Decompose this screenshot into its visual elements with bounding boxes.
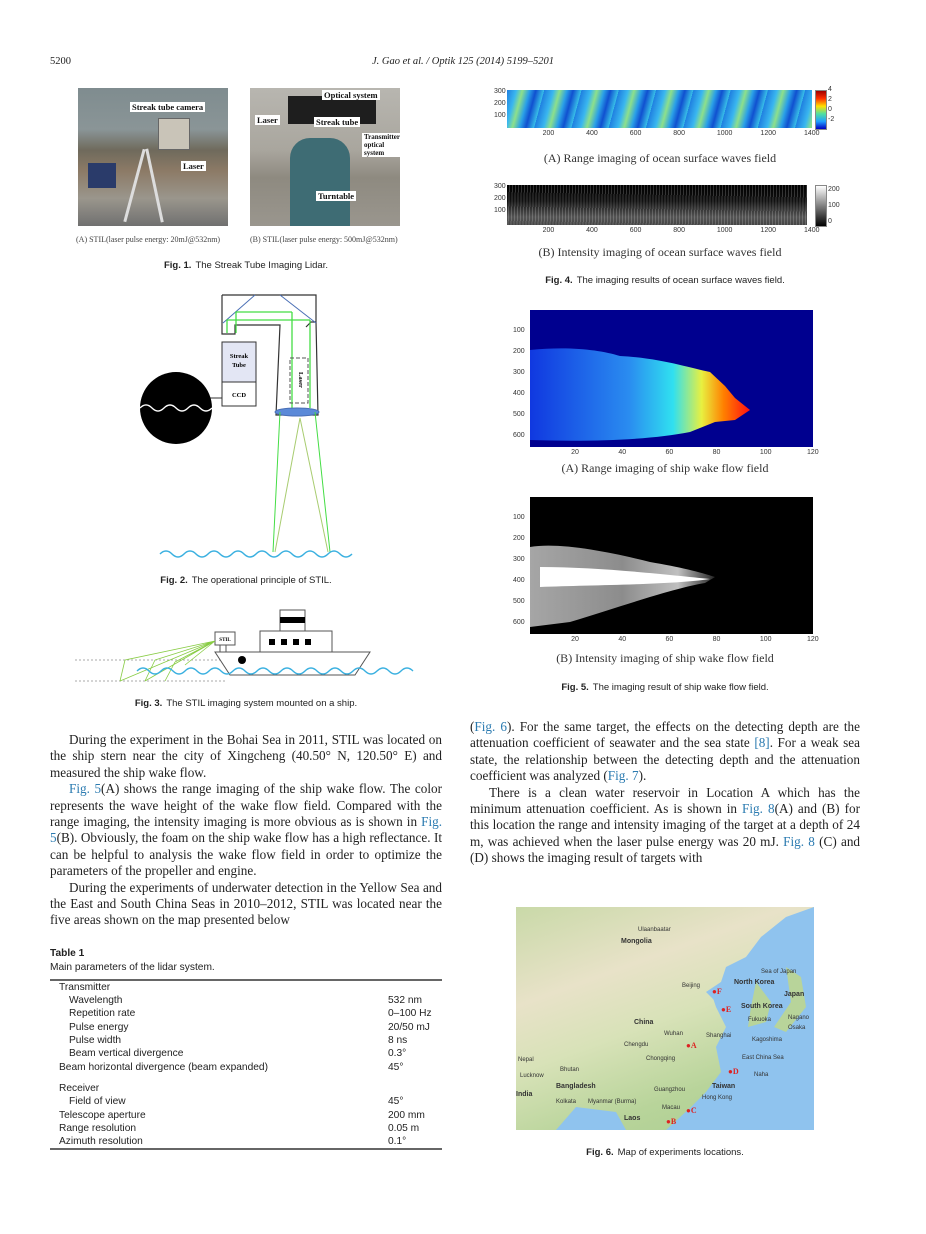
tick-label: 300 <box>494 88 506 95</box>
map-place-label: India <box>516 1091 533 1098</box>
tick-label: 200 <box>542 227 555 234</box>
callout: Laser <box>183 161 204 171</box>
streak-tube-label-2: Tube <box>232 362 246 369</box>
callout: Streak tube camera <box>132 102 204 112</box>
tick-label: 100 <box>494 207 506 214</box>
fig6-link[interactable]: Fig. 6 <box>474 719 507 734</box>
table-row <box>50 1109 442 1122</box>
tick-label: 200 <box>494 195 506 202</box>
fig-label: Fig. 5. <box>561 682 589 693</box>
tick-label: 80 <box>712 636 721 643</box>
fig1-photo-a <box>78 88 228 226</box>
tick-label: 0 <box>828 106 832 113</box>
tick-label: 800 <box>673 227 685 234</box>
laser-label: Laser <box>297 372 304 388</box>
location-marker <box>686 1106 697 1116</box>
ccd-label: CCD <box>231 392 247 399</box>
map-place-label: Sea of Japan <box>761 969 797 975</box>
location-marker <box>712 987 722 997</box>
tick-label: 20 <box>571 636 579 643</box>
fig4-b-label: (B) Intensity imaging of ocean surface waves field <box>538 245 782 259</box>
fig2-caption <box>50 575 442 586</box>
table-row <box>50 1135 442 1149</box>
fig6-map <box>516 907 814 1130</box>
tick-label: 200 <box>513 535 525 542</box>
value-cell: 8 ns <box>388 1035 408 1047</box>
param-cell: Telescope aperture <box>59 1109 146 1121</box>
param-cell: Pulse energy <box>69 1021 129 1033</box>
tick-label: 100 <box>513 514 525 521</box>
tick-label: 400 <box>586 227 598 234</box>
value-cell: 200 mm <box>388 1109 425 1121</box>
tick-label: 800 <box>673 130 685 137</box>
table-caption: Main parameters of the lidar system. <box>50 961 215 973</box>
marker-dot-icon: ● <box>666 1117 671 1126</box>
text: (C) and (D) shows the imaging result of targets with <box>470 833 861 866</box>
caption-text: The STIL imaging system mounted on a ship. <box>166 698 358 709</box>
stil-label: STIL <box>219 638 231 643</box>
fig1-caption <box>50 260 442 271</box>
fig1-sublabel-a: (A) STIL(laser pulse energy: 20mJ@532nm) <box>76 235 221 244</box>
tick-label: 100 <box>759 449 772 456</box>
marker-letter: C <box>690 1106 697 1115</box>
tick-label: 1000 <box>716 130 733 137</box>
laptop-shape <box>88 163 116 188</box>
text: ( <box>470 719 475 734</box>
tick-label: 300 <box>513 369 525 376</box>
left-column-text <box>50 732 442 1150</box>
map-place-label: China <box>634 1019 654 1026</box>
map-place-label: Naha <box>754 1072 769 1078</box>
paragraph: During the experiments of underwater detection in the Yellow Sea and the East and South China Seas in 2010–2012, STIL was located near the five areas shown on the map presented below <box>50 879 442 928</box>
fig5-link[interactable]: Fig. 5 <box>69 781 102 797</box>
callout: Streak tube <box>316 117 359 127</box>
location-marker <box>686 1041 697 1051</box>
tick-label: 600 <box>629 130 642 137</box>
marker-dot-icon: ● <box>686 1106 691 1115</box>
table1-block <box>50 947 442 1151</box>
tick-label: 600 <box>513 432 525 439</box>
map-place-label: Wuhan <box>664 1031 683 1037</box>
turntable-shape <box>290 138 350 226</box>
fig4-intensity-image <box>507 185 807 225</box>
marker-letter: D <box>732 1067 739 1076</box>
tick-label: 120 <box>807 636 819 643</box>
tick-label: 400 <box>586 130 598 137</box>
fig-label: Fig. 3. <box>134 698 163 709</box>
map-place-label: Nepal <box>518 1057 534 1063</box>
fig5-range-image <box>530 310 813 447</box>
tick-label: 1400 <box>804 227 820 234</box>
tick-label: 500 <box>513 411 525 418</box>
fig5-b-label: (B) Intensity imaging of ship wake flow field <box>556 651 774 665</box>
tick-label: 4 <box>828 86 832 93</box>
callout: Optical system <box>324 90 378 100</box>
tick-label: 2 <box>828 96 832 103</box>
fig6-caption <box>470 1147 860 1158</box>
param-cell: Receiver <box>59 1082 100 1094</box>
map-place-label: Japan <box>784 991 805 998</box>
map-place-label: Fukuoka <box>748 1017 772 1023</box>
fig8-link[interactable]: Fig. 8 <box>742 801 775 817</box>
tick-label: 200 <box>828 186 840 193</box>
map-place-label: North Korea <box>734 979 775 986</box>
value-cell: 0–100 Hz <box>388 1008 432 1020</box>
map-place-label: Hong Kong <box>702 1095 733 1101</box>
value-cell: 20/50 mJ <box>388 1021 430 1033</box>
param-cell: Field of view <box>69 1096 126 1108</box>
value-cell: 0.3° <box>388 1048 407 1060</box>
text: (A) shows the range imaging of the ship wake flow. The color represents the wave height of the wake flow field. Compared with the range imaging, the intensity imaging is more obvious as is shown in <box>50 781 442 830</box>
param-cell: Range resolution <box>59 1122 137 1134</box>
map-place-label: Bhutan <box>560 1067 580 1073</box>
table-row <box>50 1007 442 1020</box>
map-place-label: Chongqing <box>646 1056 676 1062</box>
marker-dot-icon: ● <box>712 987 717 996</box>
marker-dot-icon: ● <box>728 1067 733 1076</box>
tick-label: 1000 <box>716 227 733 234</box>
param-cell: Beam horizontal divergence (beam expanded) <box>59 1061 268 1073</box>
paragraph <box>50 781 442 879</box>
table-title: Table 1 <box>50 947 85 959</box>
fig2-diagram <box>130 290 380 565</box>
tick-label: 60 <box>665 636 674 643</box>
value-cell <box>388 980 442 994</box>
fig-label: Fig. 4. <box>545 275 573 286</box>
tick-label: 1200 <box>760 227 776 234</box>
fig-label: Fig. 6. <box>586 1147 614 1158</box>
tick-label: 120 <box>807 449 819 456</box>
fig5-caption <box>470 682 860 693</box>
location-marker <box>728 1067 739 1077</box>
map-place-label: Osaka <box>788 1025 806 1031</box>
param-cell: Beam vertical divergence <box>69 1048 184 1060</box>
location-marker <box>721 1005 731 1015</box>
map-place-label: Chengdu <box>624 1042 649 1048</box>
value-cell: 0.1° <box>388 1136 407 1148</box>
fig3-caption <box>50 698 442 709</box>
tick-label: 20 <box>571 449 579 456</box>
value-cell: 45° <box>388 1096 404 1108</box>
text: (A) and (B) for this location the range and intensity imaging of the target at a depth of 24 m, was achieved when the laser pulse energy was 20 mJ. <box>470 801 860 849</box>
map-place-label: Shanghai <box>706 1033 732 1039</box>
param-cell: Wavelength <box>69 995 123 1007</box>
fig1-sublabel-b: (B) STIL(laser pulse energy: 500mJ@532nm) <box>250 235 398 244</box>
callout: Laser <box>257 115 278 125</box>
map-place-label: South Korea <box>741 1003 783 1010</box>
text: . For a weak sea state, the relationship between the detecting depth and the attenuation coefficient was analyzed ( <box>470 735 860 784</box>
caption-text: The Streak Tube Imaging Lidar. <box>195 260 328 271</box>
tripod-leg <box>145 149 164 223</box>
value-cell: 45° <box>388 1061 404 1073</box>
map-place-label: Mongolia <box>621 938 652 945</box>
tick-label: 100 <box>513 327 525 334</box>
caption-text: The imaging result of ship wake flow field. <box>592 682 769 693</box>
tick-label: 100 <box>494 112 506 119</box>
table-row <box>50 1047 442 1060</box>
marker-letter: B <box>670 1117 677 1126</box>
fig8-link[interactable]: Fig. 8 <box>783 833 815 849</box>
location-marker <box>666 1117 676 1127</box>
map-place-label: Nagano <box>788 1015 810 1021</box>
fig1-photo-b <box>250 88 400 226</box>
marker-dot-icon: ● <box>686 1041 691 1050</box>
table-row <box>50 1034 442 1047</box>
fig5-a-label: (A) Range imaging of ship wake flow field <box>561 461 769 475</box>
map-place-label: Beijing <box>682 983 701 989</box>
fig5-intensity-image <box>530 497 813 634</box>
caption-text: The imaging results of ocean surface waves field. <box>576 275 785 286</box>
paragraph <box>470 785 860 867</box>
fig4-a-label: (A) Range imaging of ocean surface waves field <box>543 151 777 165</box>
text: There is a clean water reservoir in Location A which has the minimum attenuation coefficient. As is shown in <box>470 784 860 817</box>
tick-label: 100 <box>759 636 772 643</box>
fig4-range-colorbar <box>815 90 827 130</box>
tick-label: 600 <box>629 227 642 234</box>
tick-label: 400 <box>513 577 525 584</box>
value-cell: 0.05 m <box>388 1122 420 1134</box>
right-column-text <box>470 719 860 867</box>
fig4-range-image <box>507 90 812 128</box>
tick-label: 1200 <box>760 130 776 137</box>
tick-label: 200 <box>494 100 506 107</box>
value-cell: 532 nm <box>388 995 422 1007</box>
tick-label: 1400 <box>804 130 820 137</box>
tick-label: 200 <box>513 348 525 355</box>
map-place-label: Kagoshima <box>752 1037 783 1043</box>
fig5-link[interactable]: Fig. 5 <box>50 814 442 846</box>
tick-label: 200 <box>542 130 555 137</box>
marker-letter: A <box>690 1041 697 1050</box>
marker-letter: F <box>716 987 722 996</box>
map-place-label: Bangladesh <box>556 1083 596 1090</box>
fig-label: Fig. 2. <box>160 575 188 586</box>
tick-label: 400 <box>513 390 525 397</box>
table-row <box>50 1122 442 1135</box>
tick-label: 0 <box>828 218 832 225</box>
table-row <box>50 980 442 994</box>
parameters-table <box>50 979 442 1151</box>
table-row <box>50 1061 442 1074</box>
marker-letter: E <box>725 1005 732 1014</box>
param-cell: Azimuth resolution <box>59 1136 143 1148</box>
fig3-diagram <box>75 605 425 685</box>
fig-label: Fig. 1. <box>163 260 192 271</box>
param-cell: Transmitter <box>59 981 111 993</box>
tick-label: 600 <box>513 619 525 626</box>
table-row <box>50 994 442 1007</box>
running-title: J. Gao et al. / Optik 125 (2014) 5199–5201 <box>372 56 554 67</box>
caption-text: The operational principle of STIL. <box>191 575 332 586</box>
tick-label: 80 <box>712 449 721 456</box>
map-place-label: Kolkata <box>556 1099 577 1105</box>
map-place-label: Guangzhou <box>654 1087 686 1093</box>
table-row <box>50 1021 442 1034</box>
tripod-leg <box>123 149 145 222</box>
fig4-caption <box>470 275 860 286</box>
text: ). <box>638 768 647 784</box>
tick-label: 100 <box>828 202 840 209</box>
param-cell: Repetition rate <box>69 1008 136 1020</box>
map-place-label: Laos <box>624 1115 641 1122</box>
callout: Transmitter optical system <box>362 133 404 157</box>
text: (B). Obviously, the foam on the ship wake flow has a high reflectance. It can be helpful to analysis the wake flow field in order to optimize the parameters of the propeller and engine. <box>50 830 442 879</box>
caption-text: Map of experiments locations. <box>617 1147 744 1158</box>
table-row <box>50 1074 442 1095</box>
tick-label: 300 <box>494 183 506 190</box>
tick-label: 300 <box>513 556 525 563</box>
map-place-label: East China Sea <box>742 1055 784 1061</box>
map-place-label: Macau <box>662 1105 681 1111</box>
tick-label: 500 <box>513 598 525 605</box>
noise <box>507 185 807 225</box>
param-cell: Pulse width <box>69 1035 122 1047</box>
camera-shape <box>158 118 190 150</box>
fig7-link[interactable]: Fig. 7 <box>607 768 639 784</box>
tick-label: 60 <box>665 449 674 456</box>
callout: Turntable <box>318 191 355 201</box>
tick-label: -2 <box>828 116 835 123</box>
tick-label: 40 <box>618 449 627 456</box>
paragraph <box>470 719 860 785</box>
table-row <box>50 1095 442 1108</box>
map-place-label: Myanmar (Burma) <box>588 1099 637 1105</box>
value-cell <box>388 1074 442 1095</box>
paragraph: During the experiment in the Bohai Sea in 2011, STIL was located on the ship stern near the city of Xingcheng (40.50° N, 120.50° E) and measured the ship wake flow. <box>50 732 442 780</box>
map-place-label: Taiwan <box>712 1083 736 1090</box>
marker-dot-icon: ● <box>721 1005 726 1014</box>
map-place-label: Lucknow <box>520 1073 544 1079</box>
page-number: 5200 <box>50 56 71 67</box>
streak-tube-label: Streak <box>229 353 249 360</box>
map-place-label: Ulaanbaatar <box>638 927 671 933</box>
tick-label: 40 <box>618 636 627 643</box>
fig4-intensity-colorbar <box>815 185 827 227</box>
ref-8-link[interactable]: [8] <box>754 735 770 751</box>
text: ). For the same target, the effects on the detecting depth are the attenuation coefficient of seawater and the sea state <box>470 719 861 751</box>
